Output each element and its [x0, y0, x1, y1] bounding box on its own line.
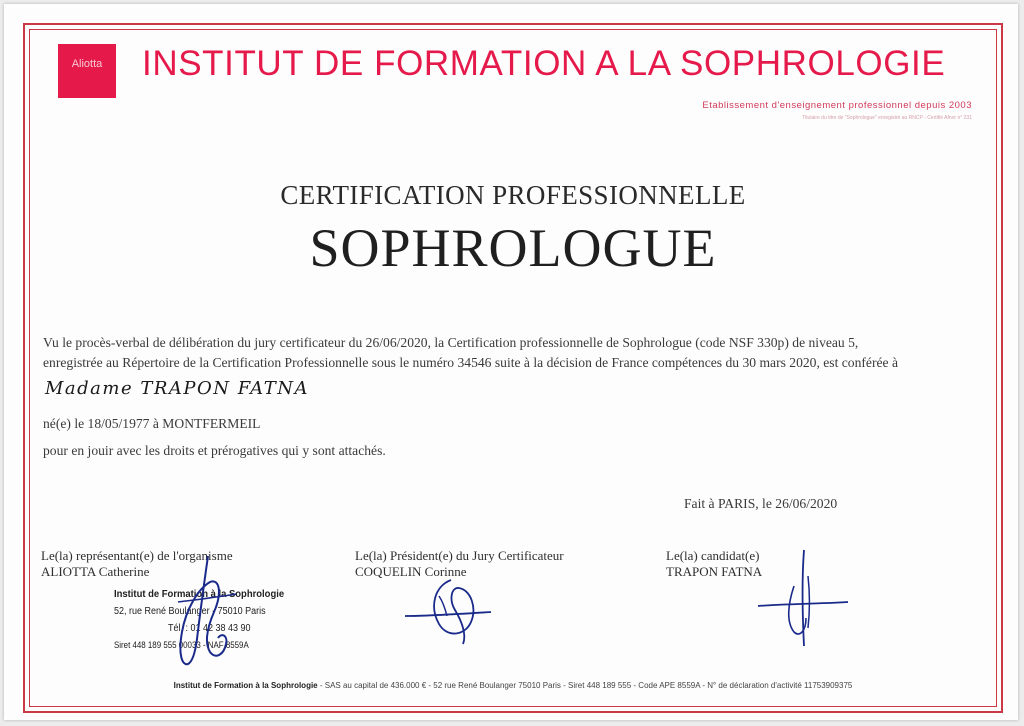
place-date: Fait à PARIS, le 26/06/2020: [684, 496, 838, 511]
candidate-signature: [754, 546, 854, 651]
stamp-address: 52, rue René Boulanger - 75010 Paris: [114, 606, 266, 617]
signatory-role: Le(la) représentant(e) de l'organisme: [41, 548, 233, 563]
institute-subtitle: Etablissement d'enseignement professionnel depuis 2003: [702, 100, 972, 111]
institute-name: INSTITUT DE FORMATION A LA SOPHROLOGIE: [142, 44, 946, 83]
recipient-name: Madame TRAPON FATNA: [45, 378, 309, 399]
signatory-role: Le(la) candidat(e): [666, 548, 760, 563]
jury-president-signature: [399, 576, 499, 646]
stamp-name: Institut de Formation à la Sophrologie: [114, 588, 285, 600]
institute-fine-print: Titulaire du titre de "Sophrologue" enregistré au RNCP - Certifié Afnor n° 231: [802, 115, 972, 121]
certificate-sheet: [4, 4, 1018, 720]
certification-label: CERTIFICATION PROFESSIONNELLE: [280, 180, 746, 210]
signatory-name: COQUELIN Corinne: [355, 564, 467, 579]
footer-details: - SAS au capital de 436.000 € - 52 rue René Boulanger 75010 Paris - Siret 448 189 555 - Code APE 8559A - N° de déclaration d'activité 11753909375: [317, 681, 853, 690]
signatory-name: ALIOTTA Catherine: [41, 564, 150, 579]
body-line-1: Vu le procès-verbal de délibération du jury certificateur du 26/06/2020, la Certification professionnelle de Sophrologue (code NSF 330p) de niveau 5,: [43, 335, 859, 350]
representative-signature: [164, 554, 254, 669]
birth-info: né(e) le 18/05/1977 à MONTFERMEIL: [43, 416, 261, 431]
rights-statement: pour en jouir avec les droits et prérogatives qui y sont attachés.: [43, 443, 386, 458]
signatory-name: TRAPON FATNA: [666, 564, 763, 579]
body-line-2: enregistrée au Répertoire de la Certification Professionnelle sous le numéro 34546 suite à la décision de France compétences du 30 mars 2020, est conférée à: [43, 355, 898, 370]
footer-legal: [4, 681, 1022, 690]
logo-text: Aliotta: [71, 58, 103, 70]
signatory-candidate: [666, 548, 762, 580]
aliotta-logo: [58, 44, 116, 98]
footer-org: Institut de Formation à la Sophrologie: [173, 681, 318, 690]
certification-title: SOPHROLOGUE: [309, 218, 717, 278]
signatory-role: Le(la) Président(e) du Jury Certificateur: [355, 548, 564, 563]
stamp-phone: Tél. : 01 42 38 43 90: [168, 623, 251, 634]
stamp-siret: Siret 448 189 555 00033 - NAF 8559A: [114, 640, 249, 650]
